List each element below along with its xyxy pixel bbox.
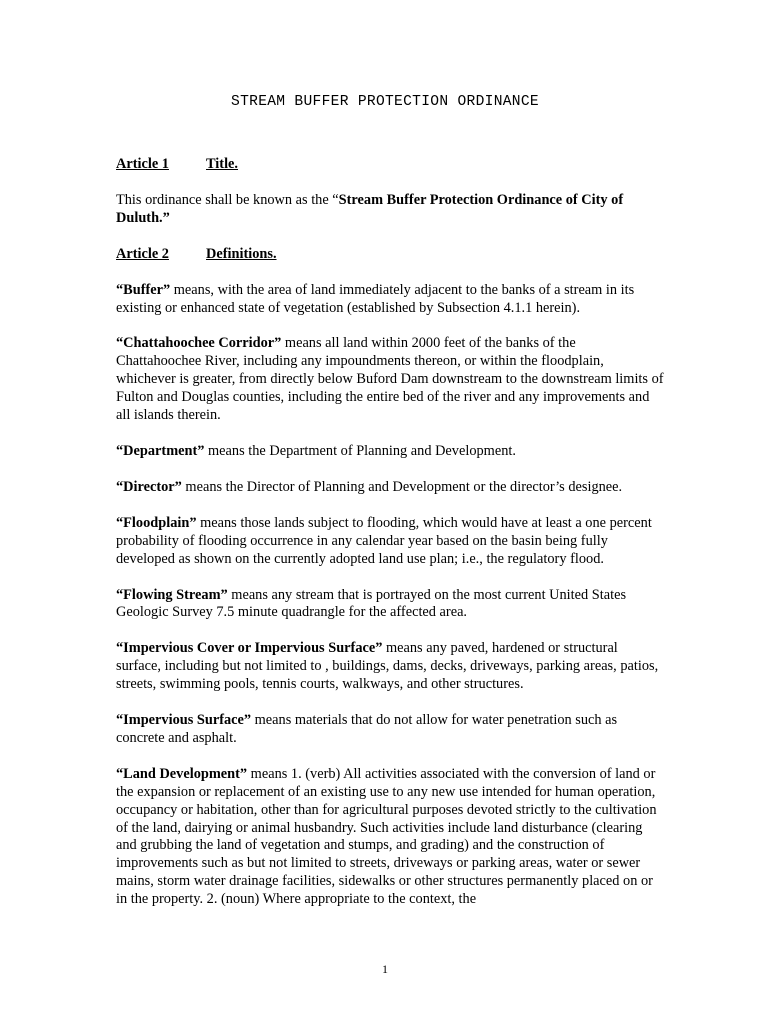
definition-term: “Chattahoochee Corridor”: [116, 335, 282, 352]
definition-term: “Director”: [116, 478, 182, 495]
definition-impervious-surface: [116, 712, 664, 748]
definition-text: means any stream that is portrayed on the most current United States Geologic Survey 7.5 minute quadrangle for the affected area.: [116, 586, 627, 621]
definition-text: means those lands subject to flooding, which would have at least a one percent probability of flooding occurrence in any calendar year based on the basin being fully developed as shown on the currently adopted land use plan; i.e., the regulatory flood.: [116, 514, 652, 567]
definition-term: “Department”: [116, 442, 205, 459]
document-body: [116, 156, 664, 909]
document-title: STREAM BUFFER PROTECTION ORDINANCE: [231, 94, 539, 110]
article-2-number: Article 2: [116, 245, 169, 262]
definition-land-development: [116, 766, 664, 909]
article-1-number: Article 1: [116, 156, 169, 172]
definition-term: “Buffer”: [116, 281, 171, 298]
definition-director: [116, 479, 664, 497]
definition-department: [116, 443, 664, 461]
definition-text: means all land within 2000 feet of the banks of the Chattahoochee River, including any impoundments thereon, or within the floodplain, whichever is greater, from directly below Buford Dam downstream to the downstream limits of Fulton and Douglas counties, including the entire bed of the river and any improvements and all islands therein.: [116, 335, 664, 424]
article-1-heading: [116, 156, 664, 174]
article-2-heading: [116, 246, 664, 264]
definition-term: “Floodplain”: [116, 514, 197, 531]
definition-text: means materials that do not allow for water penetration such as concrete and asphalt.: [116, 712, 618, 746]
article-1-text: [116, 192, 664, 228]
article-1-text-prefix: This ordinance shall be known as the “: [116, 191, 339, 208]
definition-floodplain: [116, 515, 664, 569]
definition-chattahoochee-corridor: [116, 335, 664, 425]
definition-term: “Land Development”: [116, 765, 248, 782]
definition-text: means, with the area of land immediately adjacent to the banks of a stream in its existing or enhanced state of vegetation (established by Subsection 4.1.1 herein).: [116, 281, 635, 316]
definition-buffer: [116, 282, 664, 318]
article-1-label: Title.: [206, 156, 239, 172]
definition-term: “Impervious Surface”: [116, 712, 252, 729]
definition-flowing-stream: [116, 587, 664, 623]
definition-term: “Impervious Cover or Impervious Surface”: [116, 640, 383, 657]
page-number: 1: [382, 962, 388, 976]
definition-text: means any paved, hardened or structural surface, including but not limited to , buildings, dams, decks, driveways, parking areas, patios, streets, swimming pools, tennis courts, walkways, and other structures.: [116, 640, 659, 693]
definition-text: means the Director of Planning and Development or the director’s designee.: [181, 478, 623, 495]
definition-impervious-cover: [116, 640, 664, 694]
article-1-ordinance-name: Stream Buffer Protection Ordinance of City of Duluth.”: [116, 191, 624, 226]
definition-text: means the Department of Planning and Development.: [204, 442, 516, 459]
article-2-label: Definitions.: [206, 245, 277, 262]
definition-text: means 1. (verb) All activities associated with the conversion of land or the expansion or replacement of an existing use to any new use intended for human operation, occupancy or habitation, other than for agricultural purposes devoted strictly to the cultivation of the land, dairying or animal husbandry. Such activities include land disturbance (clearing and grubbing the land of vegetation and stumps, and grading) and the construction of improvements such as but not limited to streets, driveways or parking areas, water or sewer mains, storm water drainage facilities, sidewalks or other structures permanently placed on or in the property. 2. (noun) Where appropriate to the context, the: [116, 765, 657, 908]
definition-term: “Flowing Stream”: [116, 586, 228, 603]
